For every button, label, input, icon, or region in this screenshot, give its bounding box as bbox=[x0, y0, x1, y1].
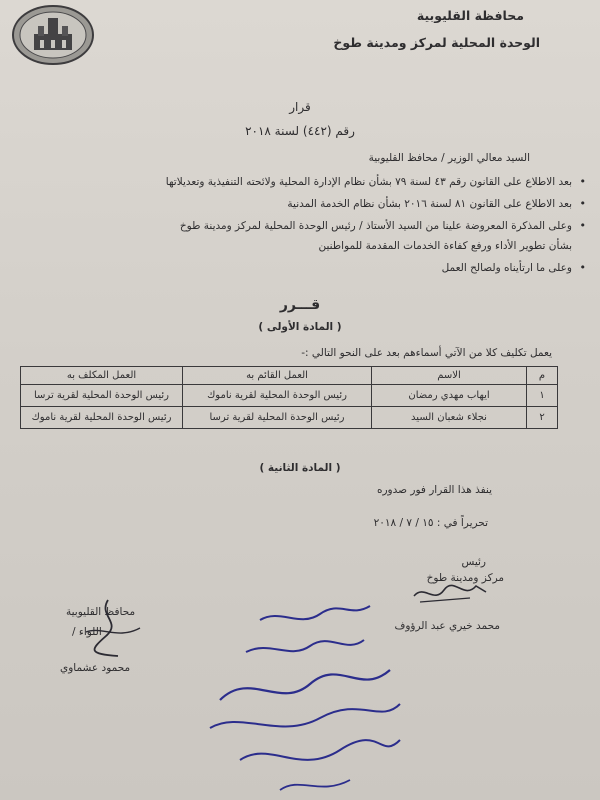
governorate-name: محافظة القليوبية bbox=[416, 8, 524, 23]
assignment-table bbox=[20, 366, 558, 429]
signer-unit-right: مركز ومدينة طوخ bbox=[426, 572, 504, 584]
assignment-intro: يعمل تكليف كلا من الآتي أسماءهم بعد على النحو التالي :- bbox=[301, 347, 552, 359]
issue-date: تحريراً في : ١٥ / ٧ / ٢٠١٨ bbox=[373, 517, 488, 529]
table-cell: ايهاب مهدي رمضان bbox=[372, 385, 527, 407]
preamble-item: • وعلى ما ارتأيناه ولصالح العمل bbox=[441, 261, 586, 274]
signer-name-right: محمد خيري عبد الرؤوف bbox=[394, 620, 500, 632]
table-cell: ١ bbox=[527, 385, 558, 407]
table-header-row bbox=[21, 367, 558, 385]
column-header: م bbox=[527, 367, 558, 385]
column-header: الاسم bbox=[372, 367, 527, 385]
table-cell: رئيس الوحدة المحلية لقرية ناموك bbox=[183, 385, 372, 407]
addressee-line: السيد معالي الوزير / محافظ القليوبية bbox=[368, 152, 530, 164]
handwritten-referral-note bbox=[150, 600, 450, 800]
bullet-icon: • bbox=[579, 261, 586, 274]
decided-heading: قـــرر bbox=[279, 297, 321, 313]
signer-name-left: محمود عشماوي bbox=[60, 662, 131, 674]
preamble-item: • وعلى المذكرة المعروضة علينا من السيد الأستاذ / رئيس الوحدة المحلية لمركز ومدينة طوخ bbox=[179, 219, 586, 232]
table-cell: نجلاء شعبان السيد bbox=[372, 407, 527, 429]
preamble-list bbox=[26, 174, 586, 276]
article-one-heading: ( المادة الأولى ) bbox=[258, 321, 342, 333]
table-cell: رئيس الوحدة المحلية لقرية ترسا bbox=[183, 407, 372, 429]
decision-title: قرار bbox=[289, 100, 311, 114]
bullet-icon: • bbox=[579, 175, 586, 188]
preamble-item: • بعد الاطلاع على القانون ٨١ لسنة ٢٠١٦ بشأن نظام الخدمة المدنية bbox=[287, 197, 586, 210]
column-header: العمل المكلف به bbox=[21, 367, 183, 385]
table-row bbox=[21, 407, 558, 429]
column-header: العمل القائم به bbox=[183, 367, 372, 385]
signature-scribble-left bbox=[78, 596, 148, 662]
table-cell: ٢ bbox=[527, 407, 558, 429]
bullet-icon: • bbox=[579, 197, 586, 210]
signer-title-right: رئيس bbox=[461, 556, 486, 568]
decision-number: رقم (٤٤٢) لسنة ٢٠١٨ bbox=[245, 124, 355, 138]
signer-title-left: محافظ القليوبية bbox=[66, 606, 136, 618]
governorate-logo bbox=[10, 4, 96, 66]
local-unit-name: الوحدة المحلية لمركز ومدينة طوخ bbox=[333, 35, 540, 50]
preamble-item: • بعد الاطلاع على القانون رقم ٤٣ لسنة ٧٩ بشأن نظام الإدارة المحلية ولائحته التنفيذية وتعديلاتها bbox=[165, 175, 586, 188]
signer-rank-left: اللواء / bbox=[72, 626, 102, 638]
article-two-heading: ( المادة الثانية ) bbox=[259, 462, 341, 474]
table-cell: رئيس الوحدة المحلية لقرية ناموك bbox=[21, 407, 183, 429]
table-cell: رئيس الوحدة المحلية لقرية ترسا bbox=[21, 385, 183, 407]
preamble-item-continued: بشأن تطوير الأداء ورفع كفاءة الخدمات المقدمة للمواطنين bbox=[318, 240, 572, 252]
table-row bbox=[21, 385, 558, 407]
bullet-icon: • bbox=[579, 219, 586, 232]
execution-clause: ينفذ هذا القرار فور صدوره bbox=[376, 484, 492, 496]
